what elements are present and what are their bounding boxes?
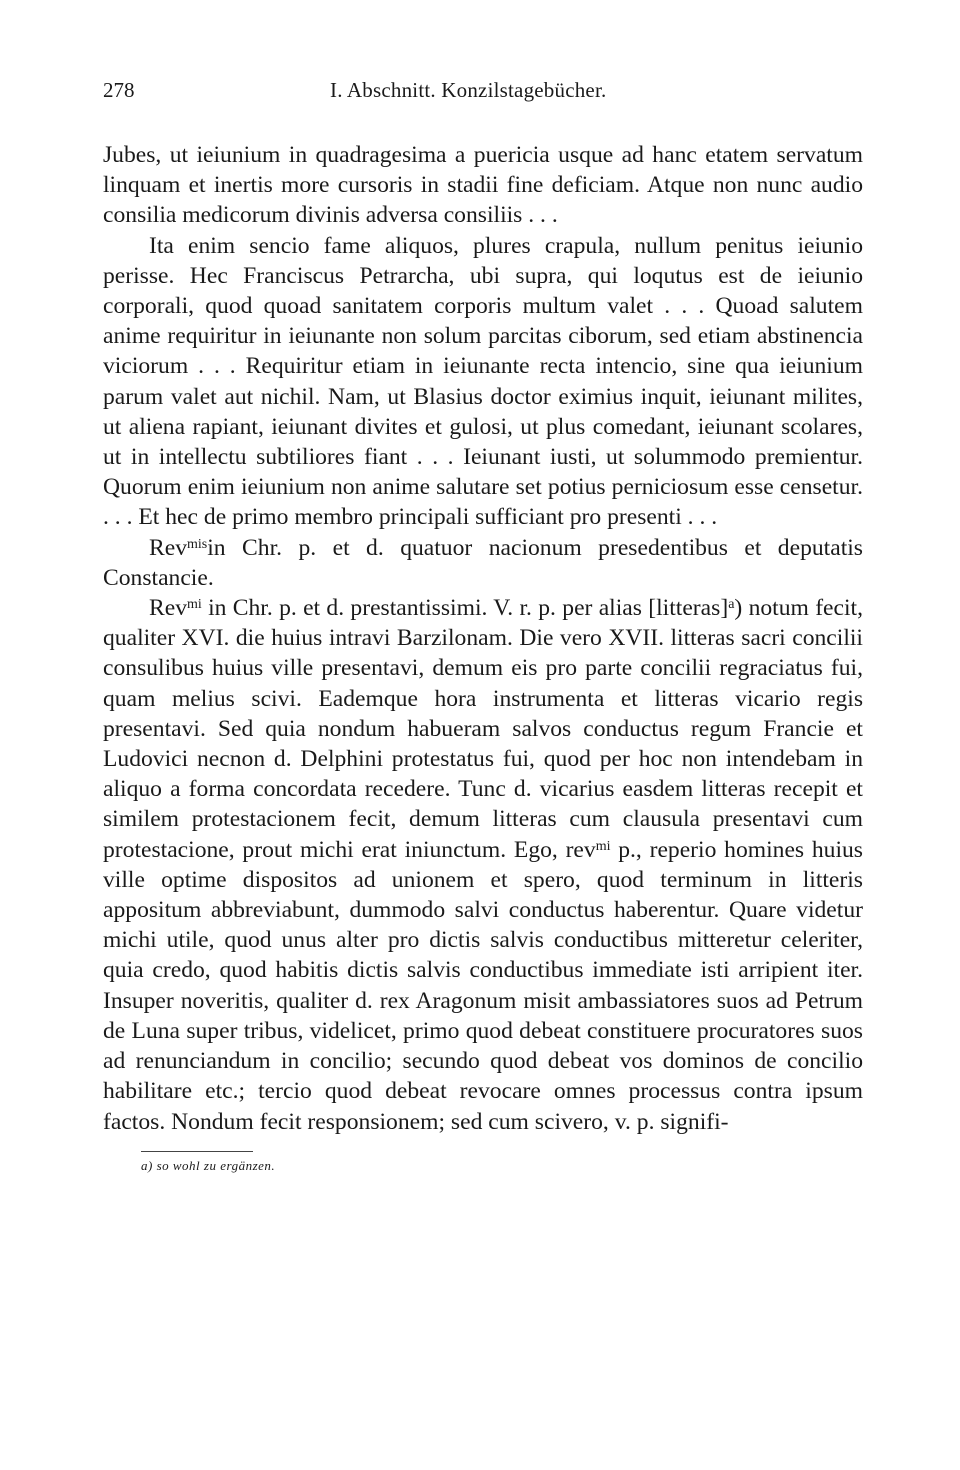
paragraph-4-text-end: p., reperio homines huius ville optime dispositos ad unionem et spero, quod terminum in litteris appositum abbreviabunt, dummodo salvi conductus haberentur. Quare videtur michi utile, quod unus alter pro dictis salvis conductibus mitteretur celeriter, quia credo, quod habitis dictis salvis conductibus immediate isti arripient iter. Insuper noveritis, qualiter d. rex Aragonum misit ambassiatores suos ad Petrum de Luna super tribus, videlicet, primo quod debeat constituere procuratores suos ad renunciandum in concilio; secundo quod debeat vos dominos de concilio habilitare etc.; tercio quod debeat revocare omnes processus contra ipsum factos. Nondum fecit responsionem; sed cum scivero, v. p. signifi-	[103, 836, 863, 1135]
superscript-abbreviation: mi	[595, 838, 611, 854]
paragraph-4-text-mid2: ) notum fecit, qualiter XVI. die huius intravi Barzilonam. Die vero XVII. litteras sacri concilii consulibus huius ville presentavi, demum eis pro parte concilii regraciatus fui, quam melius scivi. Eademque hora instrumenta et litteras vicario regis presentavi. Sed quia nondum habueram salvos conductus regum Francie et Ludovici necnon d. Delphini protestatus fui, quod per hoc non intendebam in aliquo a forma concordata recedere. Tunc d. vicarius easdem litteras recepit et similem protestacionem fecit, demum litteras cum clausula presentavi cum protestacione, prout michi erat iniunctum. Ego, rev	[103, 595, 863, 863]
paragraph-3-text-rest: in Chr. p. et d. quatuor nacionum presedentibus et deputatis Constancie.	[103, 534, 863, 591]
superscript-abbreviation: mis	[187, 536, 208, 552]
document-page	[103, 78, 863, 1174]
paragraph-3	[103, 533, 863, 593]
paragraph-2: Ita enim sencio fame aliquos, plures crapula, nullum penitus ieiunio perisse. Hec Franciscus Petrarcha, ubi supra, qui loqutus est de ieiunio corporali, quod quoad sanitatem corporis multum valet . . . Quoad salutem anime requiritur in ieiunante non solum parcitas ciborum, sed etiam abstinencia viciorum . . . Requiritur etiam in ieiunante recta intencio, sine qua ieiunium parum valet aut nichil. Nam, ut Blasius doctor eximius inquit, ieiunant milites, ut aliena rapiant, ieiunant divites et gulosi, ut plus comedant, ieiunant scolares, ut in intellectu subtiliores fiant . . . Ieiunant iusti, ut solummodo premientur. Quorum enim ieiunium non anime salutare set potius perniciosum esse censetur. . . . Et hec de primo membro principali sufficiant pro presenti . . .	[103, 232, 863, 531]
paragraph-1: Jubes, ut ieiunium in quadragesima a puericia usque ad hanc etatem servatum linquam et inertis more cursoris in stadii fine deficiam. Atque non nunc audio consilia medicorum divinis adversa consiliis . . .	[103, 142, 863, 229]
paragraph-4-text-mid: in Chr. p. et d. prestantissimi. V. r. p. per alias [litteras]	[201, 595, 729, 622]
superscript-abbreviation: mi	[187, 597, 202, 613]
body-text	[103, 140, 863, 1137]
footnote-divider	[141, 1151, 253, 1152]
page-number: 278	[103, 78, 135, 102]
paragraph-4	[103, 593, 863, 1137]
footnote: a) so wohl zu ergänzen.	[141, 1157, 276, 1173]
footnote-marker: a	[728, 597, 735, 613]
section-title: I. Abschnitt. Konzilstagebücher.	[330, 78, 607, 102]
running-header	[103, 78, 863, 110]
paragraph-3-text: Rev	[149, 534, 188, 561]
paragraph-4-text: Rev	[149, 595, 188, 622]
